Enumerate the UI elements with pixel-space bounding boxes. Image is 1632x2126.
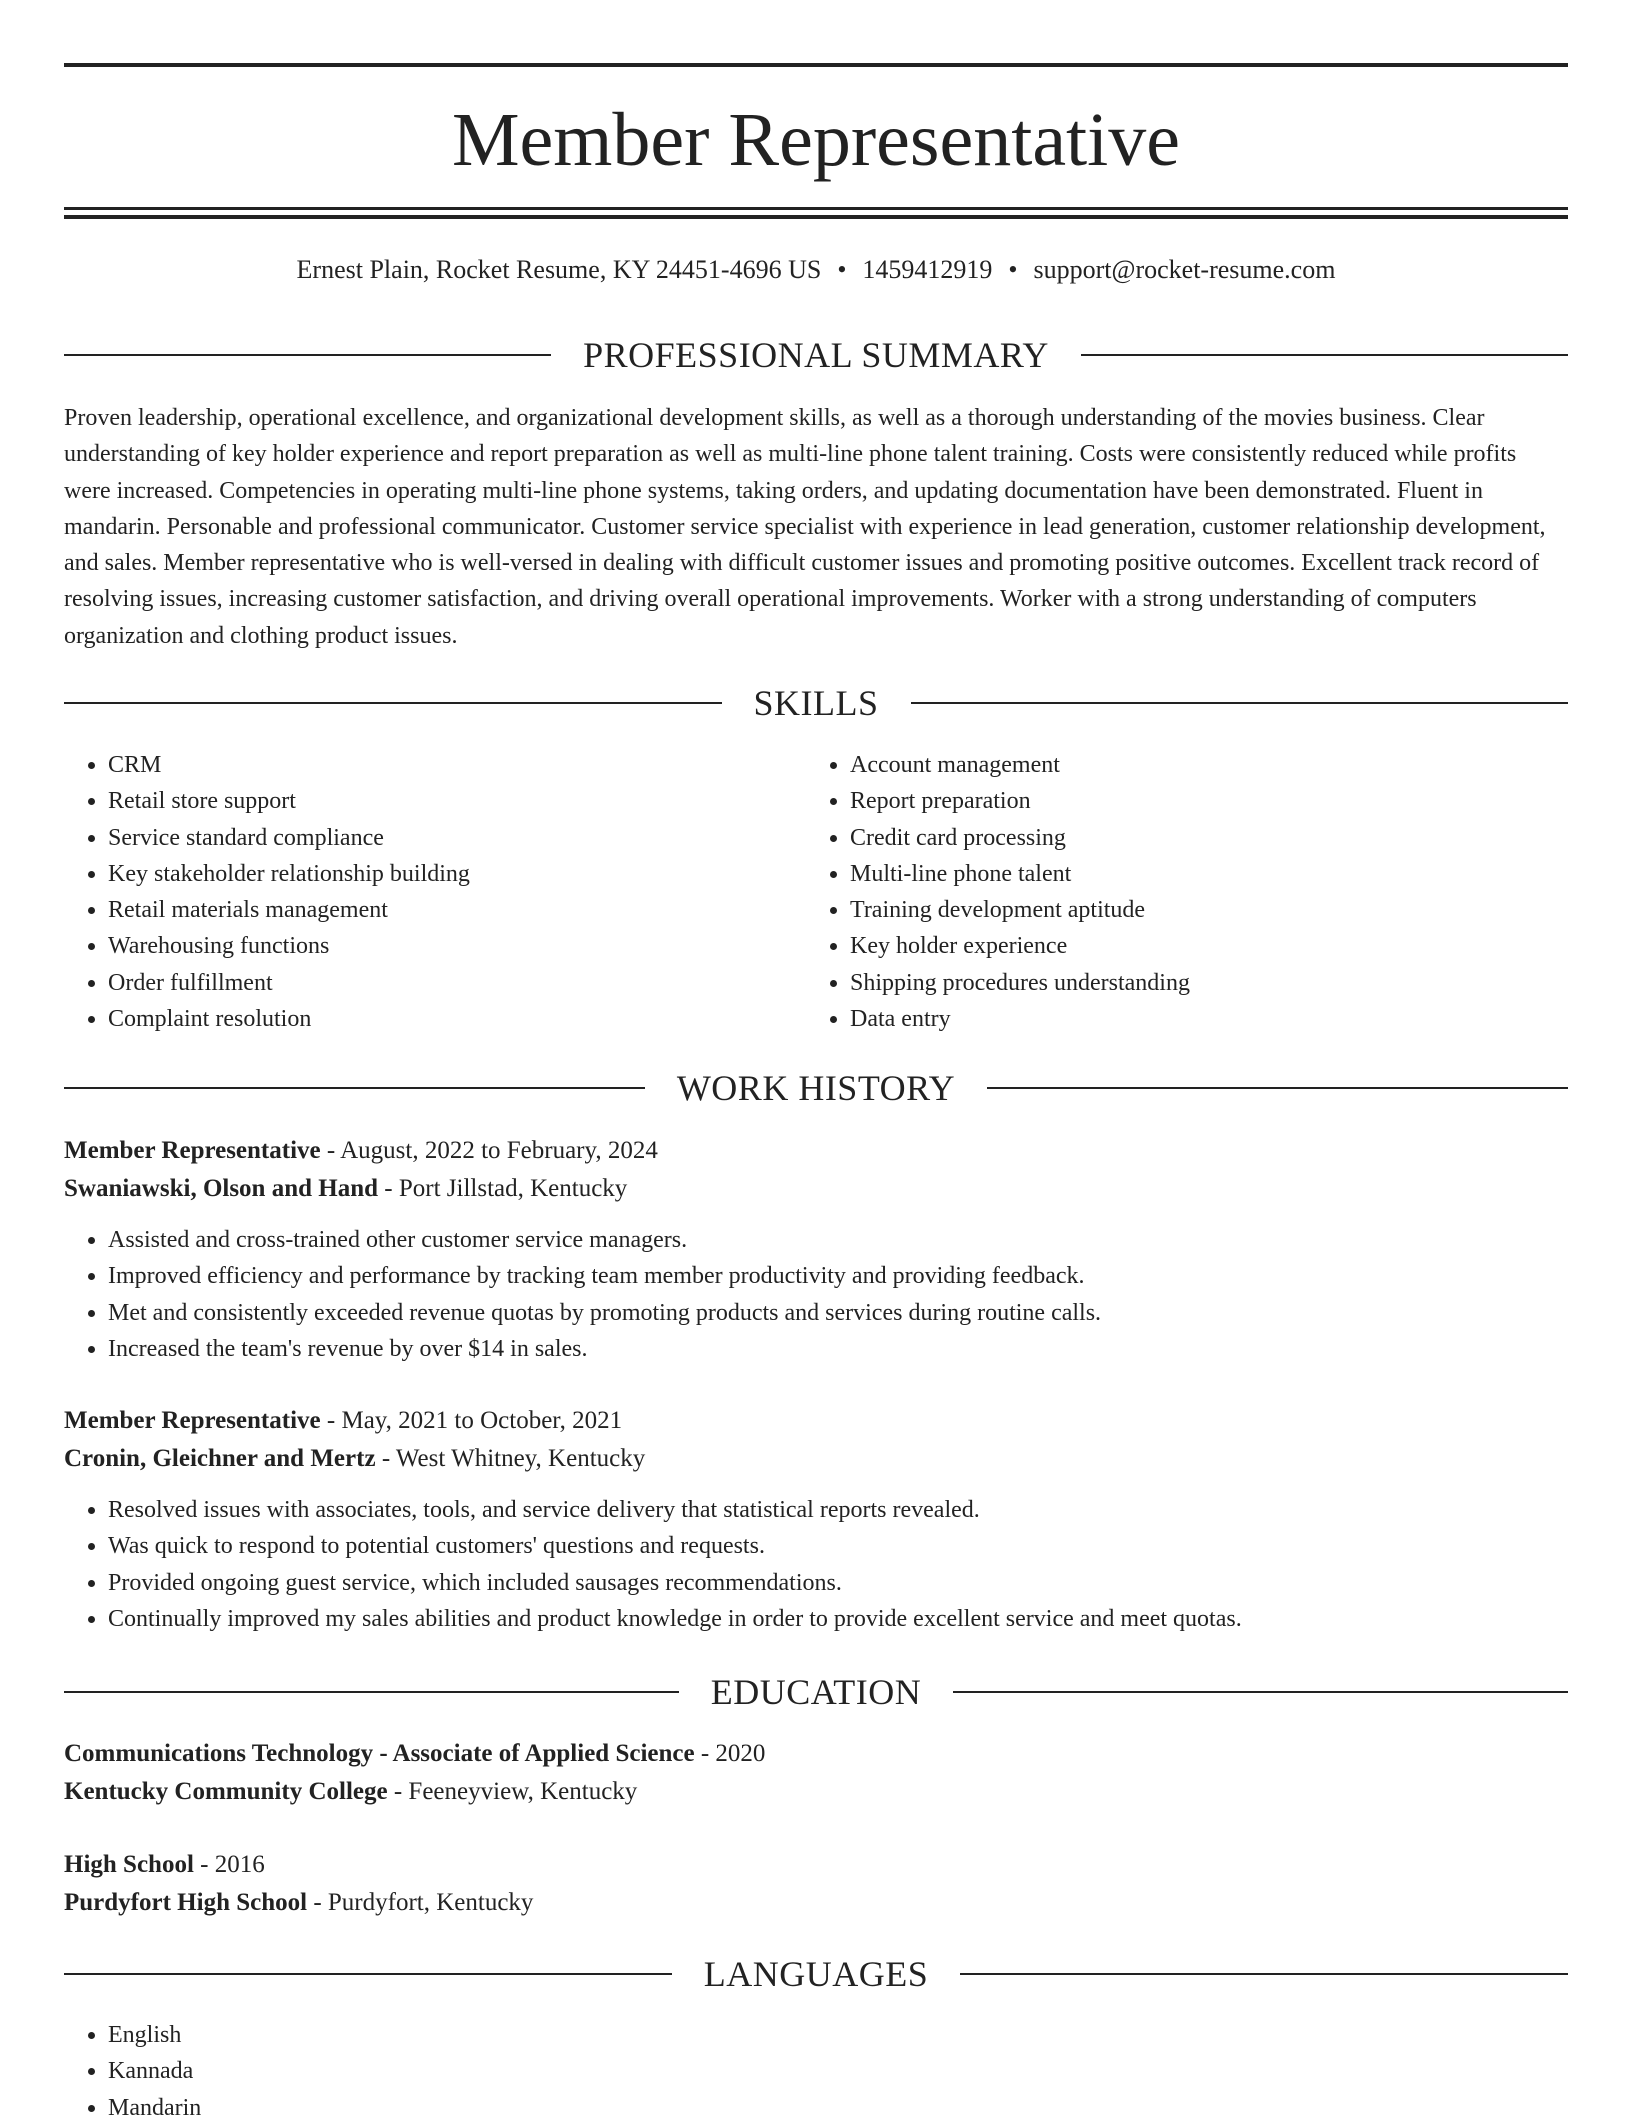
education-degree-line: [64, 1846, 1568, 1884]
education-entry: [64, 1735, 1568, 1811]
job-bullet: • Provided ongoing guest service, which included sausages recommendations.: [108, 1565, 1568, 1601]
section-rule-left: [64, 354, 551, 356]
job-dates: - August, 2022 to February, 2024: [320, 1137, 658, 1164]
skill-item: • Data entry: [850, 1001, 1506, 1037]
section-rule-left: [64, 1087, 645, 1089]
skill-item: • Key holder experience: [850, 928, 1506, 964]
contact-address: Ernest Plain, Rocket Resume, KY 24451-4696 US: [296, 255, 822, 284]
skill-item: • Order fulfillment: [108, 965, 764, 1001]
job-bullet: • Increased the team's revenue by over $14 in sales.: [108, 1331, 1568, 1367]
summary-text: Proven leadership, operational excellence, and organizational development skills, as well as a thorough understanding of the movies business. Clear understanding of key holder experience and report preparation as well as multi-line phone talent training. Costs were consistently reduced while profits were increased. Competencies in operating multi-line phone systems, taking orders, and updating documentation have been demonstrated. Fluent in mandarin. Personable and professional communicator. Customer service specialist with experience in lead generation, customer relationship development, and sales. Member representative who is well-versed in dealing with difficult customer issues and promoting positive outcomes. Excellent track record of resolving issues, increasing customer satisfaction, and driving overall operational improvements. Worker with a strong understanding of computers organization and clothing product issues.: [64, 405, 1546, 649]
skill-item: • Credit card processing: [850, 820, 1506, 856]
section-title: LANGUAGES: [703, 1954, 929, 1994]
skill-item: • Account management: [850, 747, 1506, 783]
section-header-languages: [64, 1952, 1568, 1996]
section-rule-left: [64, 702, 722, 704]
job-role: Member Representative: [64, 1137, 321, 1164]
language-item: • Kannada: [108, 2053, 664, 2089]
section-header-work: [64, 1066, 1568, 1110]
job-dates: - May, 2021 to October, 2021: [320, 1407, 623, 1434]
education-year: - 2020: [694, 1740, 766, 1767]
section-header-summary: [64, 333, 1568, 377]
job-bullet: • Was quick to respond to potential customers' questions and requests.: [108, 1528, 1568, 1564]
job-location: - Port Jillstad, Kentucky: [378, 1175, 628, 1202]
job-bullet: • Resolved issues with associates, tools, and service delivery that statistical reports revealed.: [108, 1492, 1568, 1528]
job-company-line: [64, 1440, 1568, 1478]
skills-column-right: [806, 747, 1506, 1037]
job-company-line: [64, 1170, 1568, 1208]
section-rule-left: [64, 1973, 672, 1975]
job-location: - West Whitney, Kentucky: [375, 1445, 646, 1472]
job-bullet: • Improved efficiency and performance by tracking team member productivity and providing feedback.: [108, 1258, 1568, 1294]
language-item: • Mandarin: [108, 2090, 664, 2126]
resume-name: Member Representative: [451, 98, 1181, 182]
job-title-line: [64, 1402, 1568, 1440]
job-company: Swaniawski, Olson and Hand: [64, 1175, 379, 1202]
header-bottom-rule-thick: [64, 215, 1568, 219]
skill-item: • CRM: [108, 747, 764, 783]
section-rule-right: [960, 1973, 1568, 1975]
education-degree-line: [64, 1735, 1568, 1773]
education-school: Purdyfort High School: [64, 1889, 308, 1916]
job-title-line: [64, 1132, 1568, 1170]
contact-separator: •: [837, 255, 847, 284]
section-rule-right: [911, 702, 1569, 704]
section-title: PROFESSIONAL SUMMARY: [583, 335, 1049, 375]
skill-item: • Retail materials management: [108, 892, 764, 928]
contact-separator: •: [1008, 255, 1018, 284]
skill-item: • Training development aptitude: [850, 892, 1506, 928]
job-bullet: • Continually improved my sales abilities and product knowledge in order to provide excellent service and meet quotas.: [108, 1601, 1568, 1637]
section-rule-right: [953, 1691, 1568, 1693]
education-school-line: [64, 1773, 1568, 1811]
section-rule-right: [987, 1087, 1568, 1089]
section-header-skills: [64, 681, 1568, 725]
section-title: WORK HISTORY: [676, 1068, 956, 1108]
header-bottom-rule-thin: [64, 207, 1568, 210]
header-top-rule: [64, 63, 1568, 67]
job-entry: [64, 1132, 1568, 1367]
skill-item: • Retail store support: [108, 783, 764, 819]
section-rule-right: [1081, 354, 1568, 356]
language-item: • English: [108, 2017, 664, 2053]
education-location: - Purdyfort, Kentucky: [307, 1889, 534, 1916]
section-title: EDUCATION: [710, 1672, 922, 1712]
skill-item: • Key stakeholder relationship building: [108, 856, 764, 892]
education-entry: [64, 1846, 1568, 1922]
skills-column-left: [64, 747, 764, 1037]
skill-item: • Service standard compliance: [108, 820, 764, 856]
education-degree: High School: [64, 1851, 194, 1878]
section-rule-left: [64, 1691, 679, 1693]
job-bullet: • Assisted and cross-trained other customer service managers.: [108, 1222, 1568, 1258]
contact-line: [0, 253, 1632, 287]
education-school: Kentucky Community College: [64, 1778, 388, 1805]
skill-item: • Report preparation: [850, 783, 1506, 819]
section-header-education: [64, 1670, 1568, 1714]
skill-item: • Complaint resolution: [108, 1001, 764, 1037]
education-degree: Communications Technology - Associate of Applied Science: [64, 1740, 695, 1767]
job-company: Cronin, Gleichner and Mertz: [64, 1445, 376, 1472]
skill-item: • Multi-line phone talent: [850, 856, 1506, 892]
contact-phone: 1459412919: [862, 255, 993, 284]
job-entry: [64, 1402, 1568, 1637]
job-bullet: • Met and consistently exceeded revenue quotas by promoting products and services during routine calls.: [108, 1295, 1568, 1331]
job-role: Member Representative: [64, 1407, 321, 1434]
education-year: - 2016: [193, 1851, 265, 1878]
section-title: SKILLS: [753, 683, 879, 723]
skill-item: • Warehousing functions: [108, 928, 764, 964]
languages-list: [64, 2017, 664, 2126]
contact-email: support@rocket-resume.com: [1033, 255, 1336, 284]
education-school-line: [64, 1884, 1568, 1922]
education-location: - Feeneyview, Kentucky: [387, 1778, 638, 1805]
skill-item: • Shipping procedures understanding: [850, 965, 1506, 1001]
